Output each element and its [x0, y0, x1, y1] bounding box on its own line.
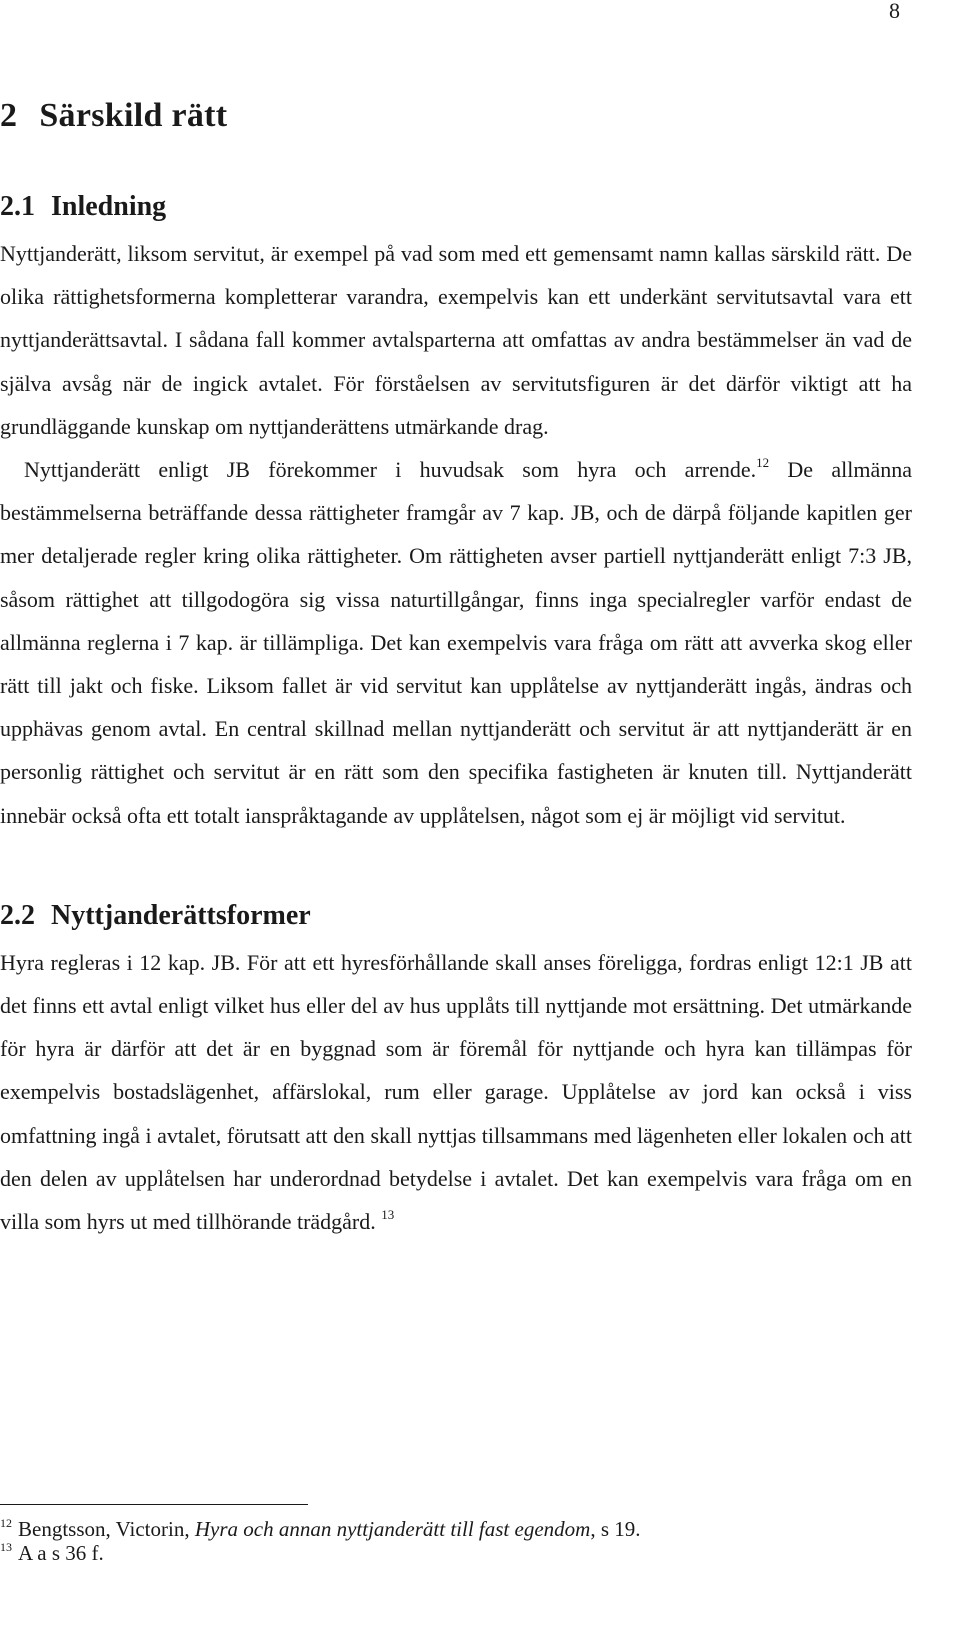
- chapter-heading: [0, 90, 912, 142]
- footnote-ref-13[interactable]: 13: [381, 1207, 395, 1223]
- paragraph-text: Hyra regleras i 12 kap. JB. För att ett hyresförhållande skall anses föreligga, fordras enligt 12:1 JB att det finns ett avtal enligt vilket hus eller del av hus upplåts till nyttjande mot ersättning. Det utmärkande för hyra är därför att det är en byggnad som är föremål för nyttjande och hyra kan tillämpas för exempelvis bostadslägenhet, affärslokal, rum eller garage. Upplåtelse av jord kan också i viss omfattning ingå i avtalet, förutsatt att den skall nyttjas tillsammans med lägenheten eller lokalen och att den delen av upplåtelsen har underordnad betydelse i avtalet. Det kan exempelvis vara fråga om en villa som hyrs ut med tillhörande trädgård.: [0, 949, 912, 1235]
- paragraph-text: Nyttjanderätt enligt JB förekommer i huvudsak som hyra och arrende.: [24, 457, 757, 483]
- footnote-number: 12: [0, 1516, 12, 1530]
- section-title: Inledning: [51, 191, 167, 222]
- paragraph-nyttjanderattsformer-1: [0, 941, 912, 1243]
- paragraph-text: De allmänna bestämmelserna beträffande dessa rättigheter framgår av 7 kap. JB, och de därpå följande kapitlen ger mer detaljerade regler kring olika rättigheter. Om rättigheten avser partiell nyttjanderätt enligt 7:3 JB, såsom rättighet att tillgodogöra sig vissa naturtillgångar, finns inga specialregler varför endast de allmänna reglerna i 7 kap. är tillämpliga. Det kan exempelvis vara fråga om rätt att avverka skog eller rätt till jakt och fiske. Liksom fallet är vid servitut kan upplåtelse av nyttjanderätt ingås, ändras och upphävas genom avtal. En central skillnad mellan nyttjanderätt och servitut är att nyttjanderätt är en personlig rättighet och servitut är en rätt som den specifika fastigheten är knuten till. Nyttjanderätt innebär också ofta ett totalt ianspråktagande av upplåtelsen, något som ej är möjligt vid servitut.: [0, 457, 912, 828]
- section-number: 2.2: [0, 899, 35, 931]
- footnote-rest: , s 19.: [590, 1517, 641, 1541]
- footnote-title: Hyra och annan nyttjanderätt till fast egendom: [194, 1517, 591, 1541]
- footnote-divider: [0, 1504, 308, 1505]
- document-body: [0, 90, 912, 1243]
- section-heading-2-2: [0, 893, 912, 939]
- chapter-number: 2: [0, 97, 18, 134]
- footnote-text: A a s 36 f.: [18, 1541, 104, 1565]
- section-title: Nyttjanderättsformer: [51, 899, 311, 931]
- section-heading-2-1: [0, 184, 912, 230]
- footnote-ref-12[interactable]: 12: [756, 455, 770, 471]
- footnote-12: [0, 1517, 912, 1541]
- paragraph-inledning-1: Nyttjanderätt, liksom servitut, är exempel på vad som med ett gemensamt namn kallas särskild rätt. De olika rättighetsformerna kompletterar varandra, exempelvis kan ett underkänt servitutsavtal vara ett nyttjanderättsavtal. I sådana fall kommer avtalsparterna att omfattas av andra bestämmelser än vad de själva avsåg när de ingick avtalet. För förståelsen av servitutsfiguren är det därför viktigt att ha grundläggande kunskap om nyttjanderättens utmärkande drag.: [0, 241, 912, 439]
- footnotes: [0, 1504, 912, 1565]
- footnote-author: Bengtsson, Victorin,: [18, 1517, 195, 1541]
- footnote-number: 13: [0, 1540, 12, 1554]
- section-number: 2.1: [0, 191, 35, 222]
- footnote-13: [0, 1541, 912, 1565]
- page-number: 8: [889, 0, 900, 23]
- chapter-title: Särskild rätt: [39, 97, 228, 134]
- paragraph-inledning-2: [0, 448, 912, 837]
